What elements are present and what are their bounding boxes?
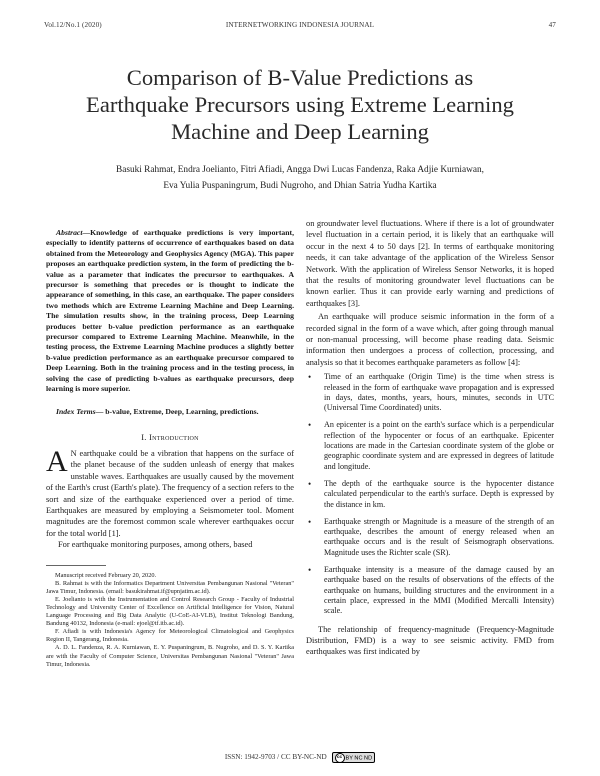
right-paragraph-1: on groundwater level fluctuations. Where if there is a lot of groundwater level fluctuation in a certain period, it is likely that an earthquake will occur in the next 4 to 50 days [2]. In terms of earthquake monitoring needs, it can take advantage of the application of the Wireless Sensor Network. With the application of Wireless Sensor Networks, it is hoped that the results of monitoring groundwater level fluctuations can be known earlier. Thus it can provide early warning and predictions of earthquakes [3]. <box>306 219 554 308</box>
intro-paragraph-1-text: N earthquake could be a vibration that happens on the surface of the planet because of the sudden unleash of energy that makes unstable waves. Earthquakes are usually caused by the movement of the Earth's crust (Earth's plate). The frequency of a section refers to the sort and size of the earthquake experienced over a period of time. Earthquakes are measured by employing a Seismometer tool. Moment magnitudes are the foremost common scale wherever earthquakes occur for the total world [1]. <box>46 448 294 538</box>
left-column <box>46 218 294 669</box>
footnote-divider <box>46 565 106 566</box>
cc-license-badge-icon: cc BY NC ND <box>332 752 376 763</box>
right-paragraph-3: The relationship of frequency-magnitude (Frequency-Magnitude Distribution, FMD) is a way to see seismic activity. FMD from earthquakes was first indicated by <box>306 624 554 657</box>
index-terms-text: — b-value, Extreme, Deep, Learning, predictions. <box>95 406 259 416</box>
authors-line-2: Eva Yulia Puspaningrum, Budi Nugroho, and Dhian Satria Yudha Kartika <box>163 181 437 191</box>
intro-paragraph-2: For earthquake monitoring purposes, among others, based <box>58 540 253 550</box>
section-numeral: I. <box>141 432 147 442</box>
bullet-icon: • <box>308 565 312 576</box>
header-page-number: 47 <box>548 21 556 29</box>
page-footer <box>0 752 600 763</box>
right-column <box>306 218 554 658</box>
bullet-icon: • <box>308 372 312 383</box>
list-item: • Earthquake intensity is a measure of the damage caused by an earthquake based on the results of observations of the effects of the earthquake on humans, building structures and the environment in a certain place, expressed in the MMI (Modified Mercalli Intensity) scale. <box>308 565 554 616</box>
index-terms <box>46 407 294 417</box>
earthquake-parameter-list <box>306 372 554 616</box>
section-heading-introduction <box>46 433 294 442</box>
cc-logo-icon: cc <box>335 753 345 763</box>
header-journal-name: INTERNETWORKING INDONESIA JOURNAL <box>225 21 375 29</box>
list-item: • Time of an earthquake (Origin Time) is the time when stress is released in the form of earthquake wave propagation and is expressed in days, dates, months, years, hours, minutes, seconds in UTC (Universal Time Coordinated) units. <box>308 372 554 413</box>
footnote-f-afiadi: F. Afiadi is with Indonesia's Agency for Meteorological Climatological and Geophysics Region II, Tangerang, Indonesia. <box>46 628 294 644</box>
bullet-icon: • <box>308 420 312 431</box>
list-item: • The depth of the earthquake source is the hypocenter distance calculated perpendicular to the earth's surface. Depth is expressed by the distance in km. <box>308 478 554 509</box>
abstract <box>46 228 294 395</box>
section-title: Introduction <box>149 432 199 442</box>
footnote-received: Manuscript received February 20, 2020. <box>55 571 157 579</box>
intro-paragraph-1 <box>46 444 294 539</box>
footnote-coauthors: A. D. L. Fandenza, R. A. Kurniawan, E. Y. Puspaningrum, B. Nugroho, and D. S. Y. Kartika are with the Faculty of Computer Science, Universitas Pembangunan Nasional "Veteran" Jawa Timur, Indonesia. <box>46 644 294 668</box>
list-item: • Earthquake strength or Magnitude is a measure of the strength of an earthquake, describes the amount of energy released when an earthquake occurs and is the result of Seismograph observations. Magnitude uses the Richter scale (SR). <box>308 516 554 557</box>
abstract-label: Abstract <box>56 228 83 237</box>
index-terms-label: Index Terms <box>56 406 96 416</box>
footnote-b-rahmat: B. Rahmat is with the Informatics Department Universitas Pembangunan Nasional "Veteran" Jawa Timur, Indonesia. (email: basukirahmat.if@upnjatim.ac.id). <box>46 579 294 595</box>
title-line-1: Comparison of B-Value Predictions as <box>126 65 474 90</box>
drop-cap: A <box>46 444 68 478</box>
abstract-text: —Knowledge of earthquake predictions is very important, especially to identify patterns of occurrence of earthquakes based on data obtained from the Meteorology and Geophysics Agency (MGA). This paper proposes an earthquake prediction system, in the form of predicting the b-value as a parameter that indicates the precursor to earthquakes. A precursor is something that precedes or is thought to indicate the appearance of something, in this case, an earthquake. The paper considers two methods which are Extreme Learning Machine and Deep Learning. The simulation results show, in the training process, Deep Learning produces better b-value prediction performance as an earthquake precursor compared to Extreme Learning Machine. Meanwhile, in the testing process, the Extreme Learning Machine produces a slightly better b-value prediction performance as an earthquake precursor compared to Deep Learning. Both in the training process and in the testing process, in solving the case of predicting b-values as earthquake precursors, deep learning is more superior. <box>46 228 294 394</box>
author-list <box>40 162 560 194</box>
footnote-e-joelianto: E. Joelianto is with the Instrumentation and Control Research Group - Faculty of Industrial Technology and University Center of Excellence on Artificial Intelligence for Vision, Natural Language Processing and Big Data Analytic (U-CoE-AI-VLB), Institut Teknologi Bandung, Bandung 40132, Indonesia (e-mail: ejoel@tf.itb.ac.id). <box>46 595 294 628</box>
bullet-icon: • <box>308 516 312 527</box>
authors-line-1: Basuki Rahmat, Endra Joelianto, Fitri Afiadi, Angga Dwi Lucas Fandenza, Raka Adjie Kurniawan, <box>116 165 484 175</box>
list-item: • An epicenter is a point on the earth's surface which is a perpendicular reflection of the hypocenter or focus of an earthquake. Epicenter locations are made in the Cartesian coordinate system of the globe or geographic coordinate system and are expressed in degrees of latitude and longitude. <box>308 420 554 471</box>
bullet-icon: • <box>308 478 312 489</box>
title-line-3: Machine and Deep Learning <box>171 119 429 144</box>
title-line-2: Earthquake Precursors using Extreme Learning <box>86 92 514 117</box>
right-paragraph-2: An earthquake will produce seismic information in the form of a recorded signal in the form of a wave which, after going through manual or non-manual processing, will become phase reading data. Seismic information then undergoes a process of collection, processing, and analysis so that it becomes earthquake parameters as follow [4]: <box>306 312 554 367</box>
header-volume: Vol.12/No.1 (2020) <box>44 21 102 29</box>
footer-issn: ISSN: 1942-9703 / CC BY-NC-ND <box>224 753 327 762</box>
paper-title <box>40 64 560 145</box>
